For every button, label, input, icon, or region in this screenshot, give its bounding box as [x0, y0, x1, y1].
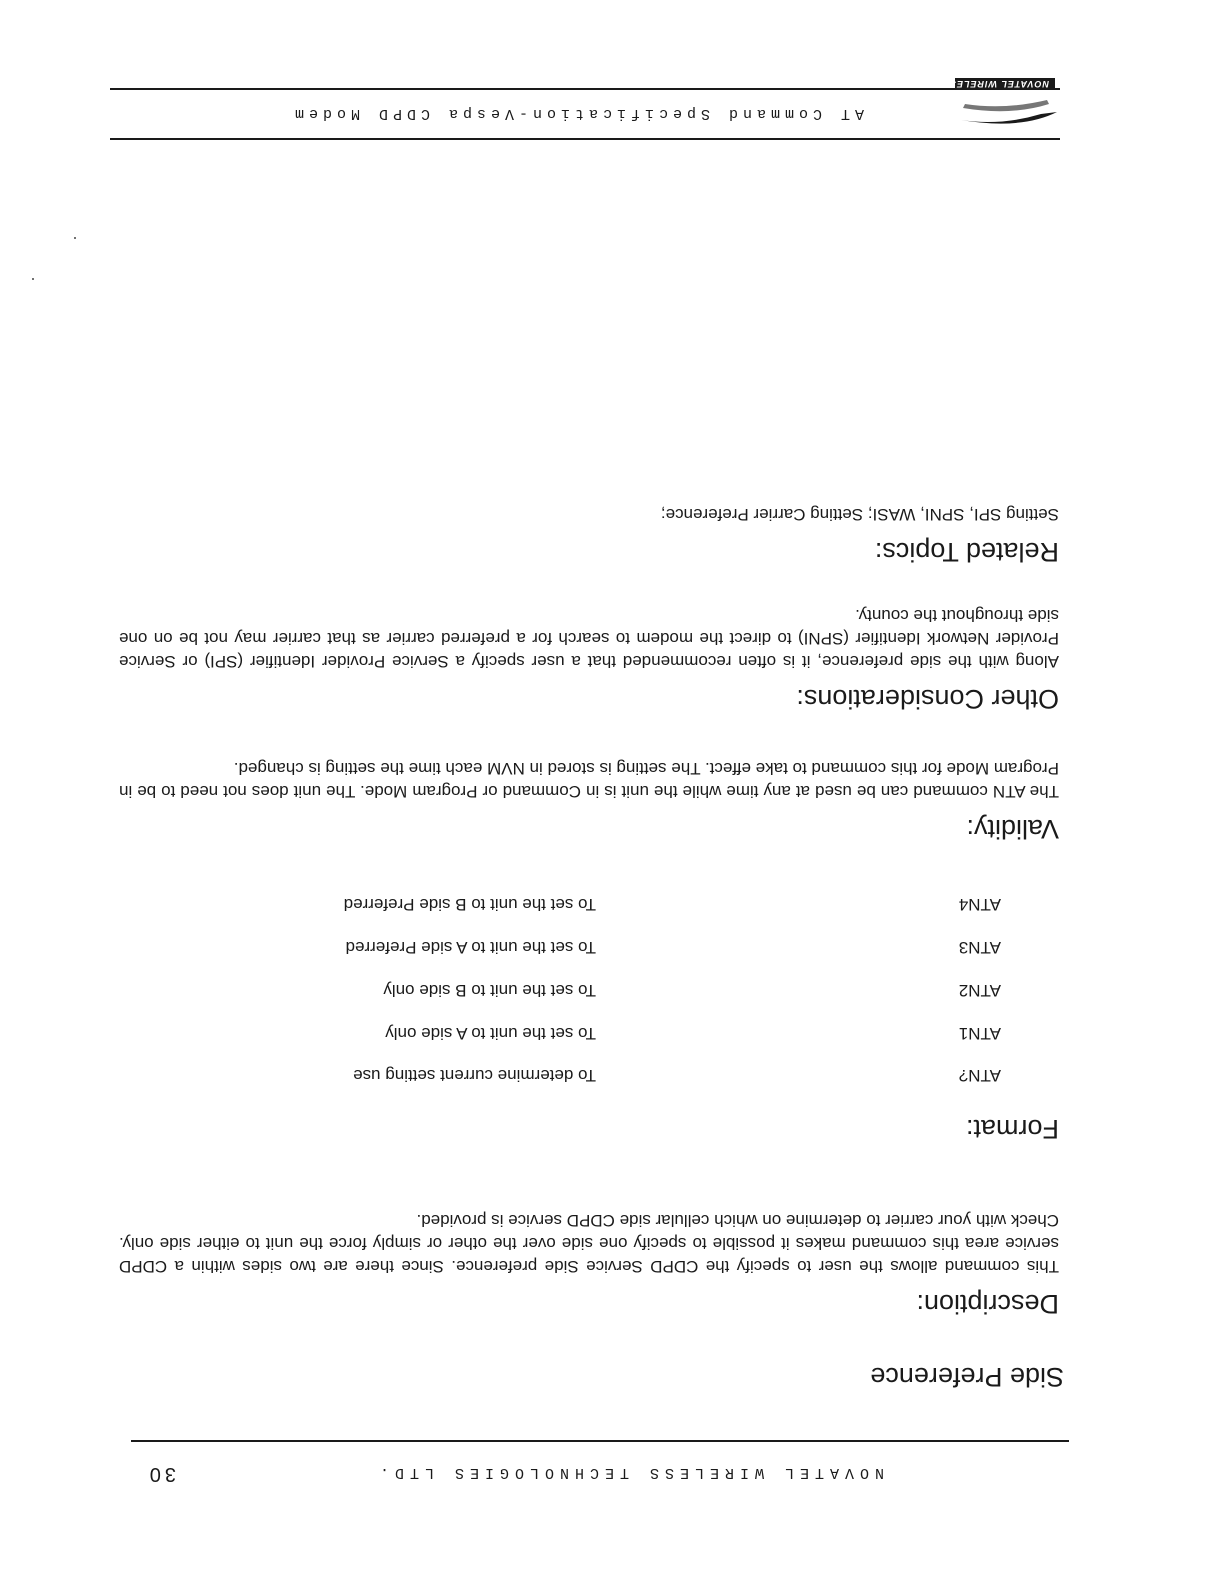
description-section: [119, 1209, 1059, 1319]
format-row: [301, 974, 1001, 1000]
format-heading: Format:: [965, 1114, 1059, 1144]
format-description: To set the unit to B side only: [383, 981, 596, 1000]
format-section: [119, 1103, 1059, 1144]
format-command: ATN3: [958, 938, 1001, 957]
related-topics-text: Setting SPI, SPNI, WASI; Setting Carrier Preference;: [660, 505, 1059, 524]
format-command: ATN?: [958, 1066, 1001, 1085]
header-rule-bottom: [110, 88, 1060, 90]
scan-speck: [74, 237, 76, 239]
format-row: [301, 931, 1001, 957]
description-heading: Description:: [916, 1289, 1059, 1319]
footer-company: NOVATEL WIRELESS TECHNOLOGIES LTD.: [373, 1464, 884, 1481]
format-command: ATN2: [958, 981, 1001, 1000]
header-rule-top: [110, 138, 1060, 140]
logo-text: NOVATEL WIRELESS: [941, 79, 1049, 89]
other-considerations-text: Along with the side preference, it is often recommended that a user specify a Service Provider Identifier (SPI) or Service Provider Network Identifier (SPNI) to direct the modem to search for a preferred carrier as that carrier may not be on one side throughout the county.: [119, 606, 1059, 671]
format-description: To set the unit to B side Preferred: [343, 895, 596, 914]
format-description: To set the unit to A side Preferred: [345, 938, 596, 957]
other-considerations-heading: Other Considerations:: [796, 684, 1059, 714]
scan-speck: [32, 278, 34, 280]
format-row: [301, 1017, 1001, 1043]
format-command: ATN4: [958, 895, 1001, 914]
page-title: Side Preference: [870, 1362, 1064, 1392]
format-row: [301, 888, 1001, 914]
validity-text: The ATN command can be used at any time while the unit is in Command or Program Mode. The unit does not need to be in Program Mode for this command to take effect. The setting is stored in NVM each time the setting is changed.: [119, 759, 1059, 801]
other-considerations-section: [119, 604, 1059, 714]
document-title: AT Command Specification-Vespa CDPD Modem: [289, 105, 864, 122]
footer-rule: [131, 1440, 1069, 1442]
format-command: ATN1: [958, 1024, 1001, 1043]
format-description: To determine current setting use: [353, 1066, 596, 1085]
format-row: [301, 1059, 1001, 1085]
related-topics-section: [119, 503, 1059, 567]
validity-section: [119, 757, 1059, 844]
format-description: To set the unit to A side only: [385, 1024, 596, 1043]
related-topics-heading: Related Topics:: [874, 537, 1059, 567]
company-logo: [941, 74, 1061, 134]
description-text: This command allows the user to specify the CDPD Service Side preference. Since there are two sides within a CDPD service area this command makes it possible to specify one side over the other or simply force the unit to either side only. Check with your carrier to determine on which cellular side CDPD service is provided.: [119, 1211, 1059, 1276]
page-number: 30: [145, 1463, 176, 1485]
validity-heading: Validity:: [966, 814, 1059, 844]
